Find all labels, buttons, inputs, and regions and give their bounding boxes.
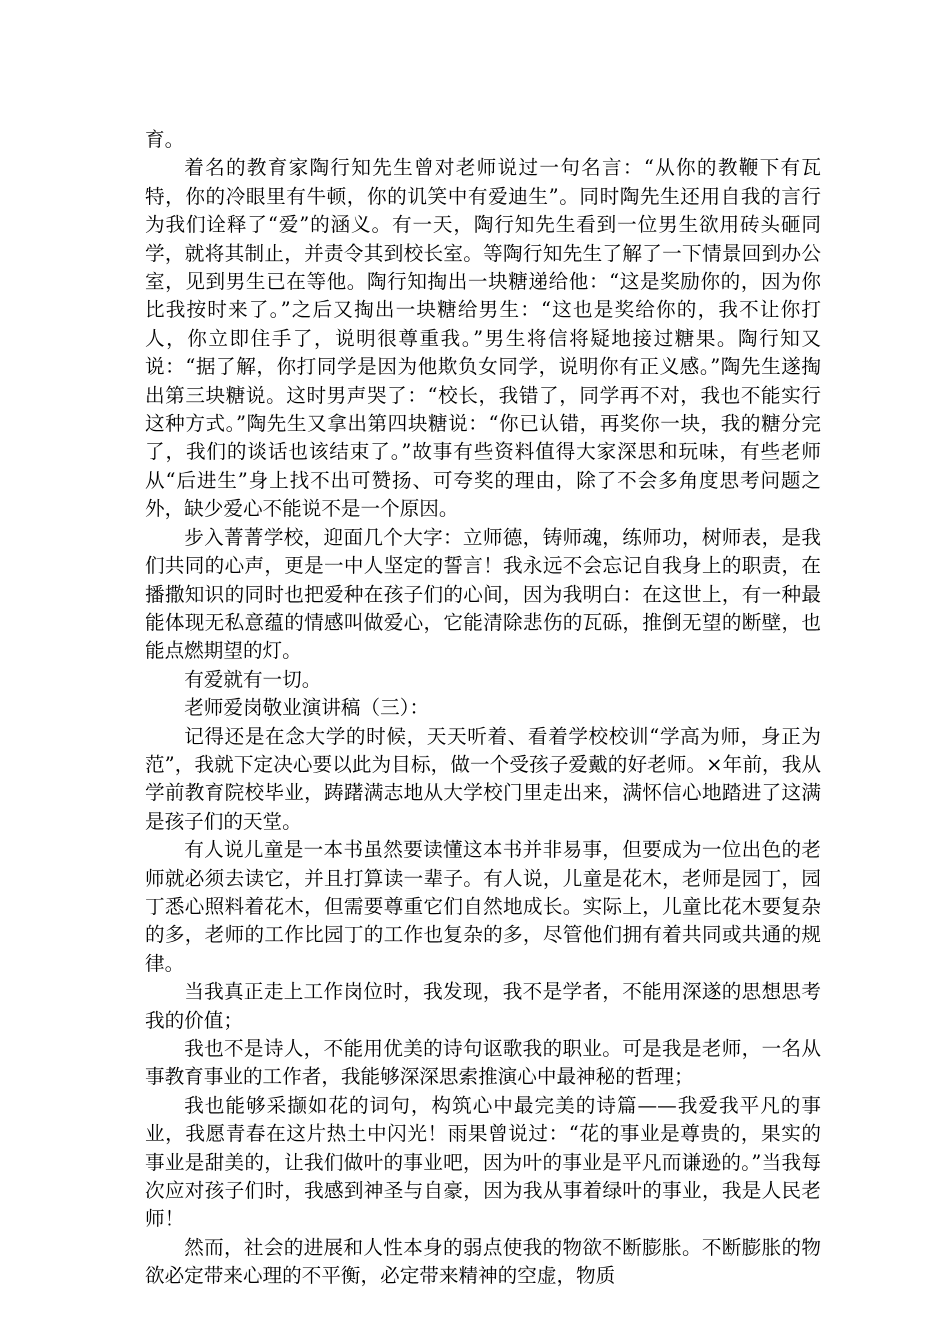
paragraph-not-a-poet: 我也不是诗人，不能用优美的诗句讴歌我的职业。可是我是老师，一名从事教育事业的工作者，我能够深深思索推演心中最神秘的哲理； [145,1037,821,1089]
paragraph-green-leaf-career: 我也能够采撷如花的词句，构筑心中最完美的诗篇——我爱我平凡的事业，我愿青春在这片热土中闪光！雨果曾说过：“花的事业是尊贵的，果实的事业是甜美的，让我们做叶的事业吧，因为叶的事业是平凡而谦逊的。”当我每次应对孩子们时，我感到神圣与自豪，因为我从事着绿叶的事业，我是人民老师！ [145,1093,821,1231]
paragraph-not-a-scholar: 当我真正走上工作岗位时，我发现，我不是学者，不能用深遂的思想思考我的价值； [145,980,821,1032]
paragraph-love-is-everything: 有爱就有一切。 [184,667,322,691]
paragraph-school-motto: 步入菁菁学校，迎面几个大字：立师德，铸师魂，练师功，树师表，是我们共同的心声，更是一中人坚定的誓言！我永远不会忘记自我身上的职责，在播撒知识的同时也把爱种在孩子们的心间，因为我明白：在这世上，有一种最能体现无私意蕴的情感叫做爱心，它能清除悲伤的瓦砾，推倒无望的断壁，也能点燃期望的灯。 [145,525,821,663]
paragraph-children-as-book: 有人说儿童是一本书虽然要读懂这本书并非易事，但要成为一位出色的老师就必须去读它，并且打算读一辈子。有人说，儿童是花木，老师是园丁，园丁悉心照料着花木，但需要尊重它们自然地成长。实际上，儿童比花木要复杂的多，老师的工作比园丁的工作也复杂的多，尽管他们拥有着共同或共通的规律。 [145,838,821,975]
paragraph-continuation: 育。 [145,128,185,151]
paragraph-university-memory: 记得还是在念大学的时候，天天听着、看着学校校训“学高为师，身正为范”，我就下定决心要以此为目标，做一个受孩子爱戴的好老师。×年前，我从学前教育院校毕业，踌躇满志地从大学校门里走出来，满怀信心地踏进了这满是孩子们的天堂。 [145,724,821,833]
paragraph-tao-xingzhi-story: 着名的教育家陶行知先生曾对老师说过一句名言：“从你的教鞭下有瓦特，你的冷眼里有牛顿，你的讥笑中有爱迪生”。同时陶先生还用自我的言行为我们诠释了“爱”的涵义。有一天，陶行知先生看到一位男生欲用砖头砸同学，就将其制止，并责令其到校长室。等陶行知先生了解了一下情景回到办公室，见到男生已在等他。陶行知掏出一块糖递给他：“这是奖励你的，因为你比我按时来了。”之后又掏出一块糖给男生：“这也是奖给你的，我不让你打人，你立即住手了，说明很尊重我。”男生将信将疑地接过糖果。陶行知又说：“据了解，你打同学是因为他欺负女同学，说明你有正义感。”陶先生遂掏出第三块糖说。这时男声哭了：“校长，我错了，同学再不对，我也不能实行这种方式。”陶先生又拿出第四块糖说：“你已认错，再奖你一块，我的糖分完了，我们的谈话也该结束了。”故事有些资料值得大家深思和玩味，有些老师从“后进生”身上找不出可赞扬、可夸奖的理由，除了不会多角度思考问题之外，缺少爱心不能说不是一个原因。 [145,156,821,521]
paragraph-material-desire: 然而，社会的进展和人性本身的弱点使我的物欲不断膨胀。不断膨胀的物欲必定带来心理的不平衡，必定带来精神的空虚，物质 [145,1235,821,1288]
document-page [145,126,821,1291]
section-heading: 老师爱岗敬业演讲稿（三）： [184,696,430,720]
